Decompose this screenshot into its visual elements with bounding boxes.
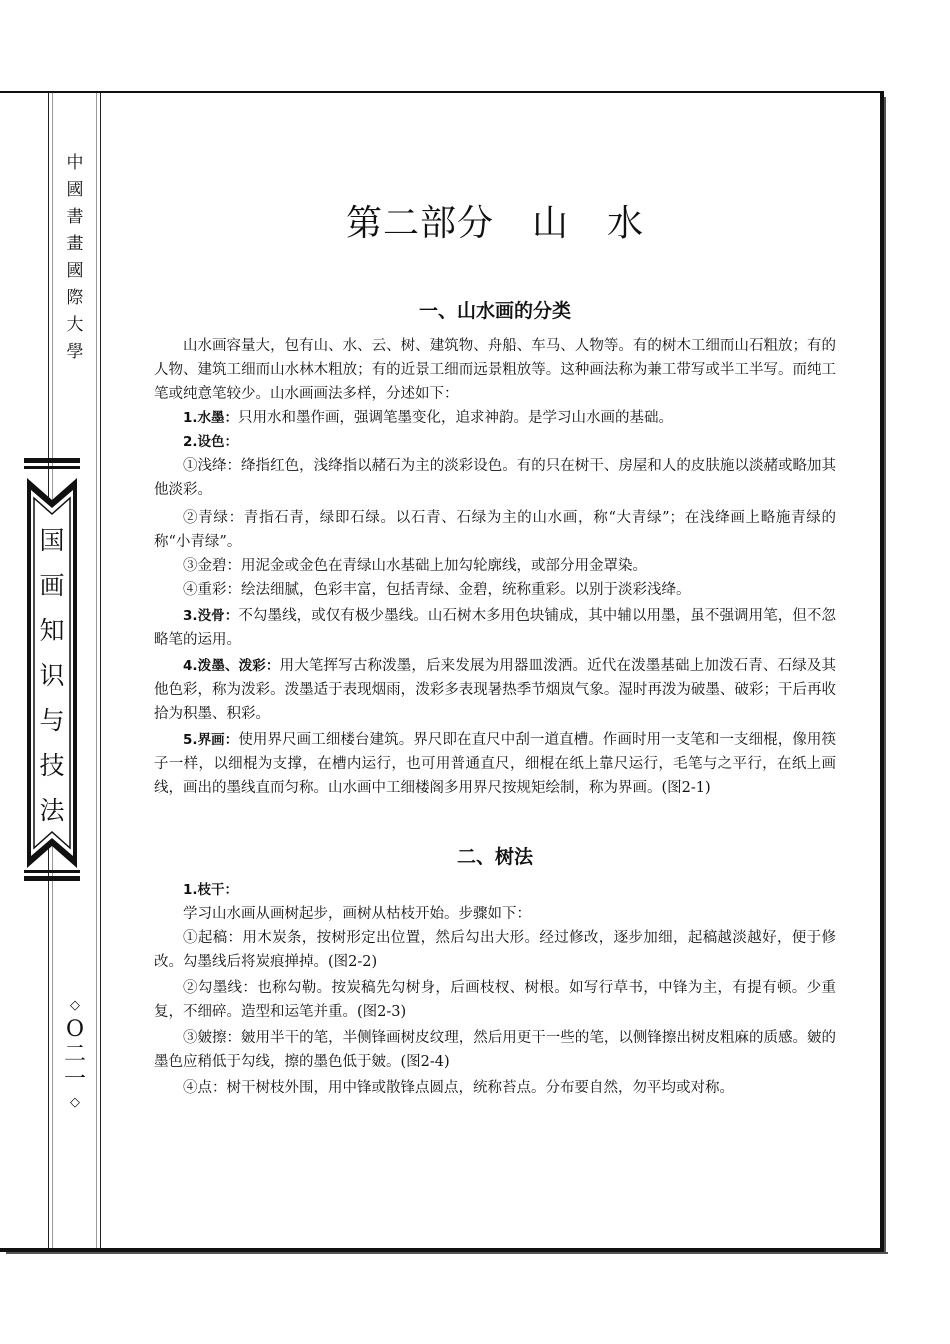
page-number-digit: O — [65, 1017, 85, 1042]
paragraph — [154, 604, 836, 652]
item-text: 只用水和墨作画，强调笔墨变化，追求神韵。是学习山水画的基础。 — [238, 410, 674, 426]
part-title-word: 水 — [607, 203, 645, 244]
paragraph — [154, 406, 836, 430]
paragraph: ④点：树干树枝外围，用中锋或散锋点圆点，统称苔点。分布要自然，勿平均或对称。 — [183, 1080, 734, 1096]
part-title-number: 第二部分 — [345, 203, 494, 244]
diamond-icon: ◇ — [70, 1095, 80, 1110]
frame-shadow-right — [884, 97, 886, 1254]
section-title: 二、树法 — [456, 846, 533, 868]
book-title-char: 识 — [39, 661, 65, 690]
paragraph — [154, 430, 836, 454]
book-title-bars-bottom — [24, 870, 80, 884]
item-label: 2.设色： — [183, 434, 239, 450]
frame-shadow-bottom — [6, 1252, 888, 1254]
university-char: 大 — [66, 315, 84, 335]
university-char: 際 — [66, 288, 84, 308]
item-label: 4.泼墨、泼彩： — [183, 658, 280, 674]
paragraph: ②勾墨线：也称勾勒。按炭稿先勾树身，后画枝杈、树根。如写行草书，中锋为主，有提有顿。少重复，不细碎。造型和运笔并重。(图2-3) — [154, 980, 836, 1020]
frame-top-border — [0, 91, 884, 93]
item-text: 使用界尺画工细楼台建筑。界尺即在直尺中刮一道直槽。作画时用一支笔和一支细棍，像用筷子一样，以细棍为支撑，在槽内运行，也可用普通直尺，细棍在纸上靠尺运行，毛笔与之平行，在纸上画线，画出的墨线直而匀称。山水画中工细楼阁多用界尺按规矩绘制，称为界画。(图2-1) — [154, 732, 836, 796]
book-title-char: 法 — [39, 796, 65, 825]
part-title — [110, 195, 880, 246]
book-title-panel — [27, 478, 77, 868]
book-title — [35, 518, 69, 833]
paragraph: ①起稿：用木炭条，按树形定出位置，然后勾出大形。经过修改，逐步加细，起稿越淡越好，便于修改。勾墨线后将炭痕掸掉。(图2-2) — [154, 930, 836, 970]
paragraph: ①浅绛：绛指红色，浅绛指以赭石为主的淡彩设色。有的只在树干、房屋和人的皮肤施以淡赭或略加其他淡彩。 — [154, 458, 836, 498]
part-title-word: 山 — [531, 203, 569, 244]
item-label: 5.界画： — [183, 732, 239, 748]
book-title-char: 国 — [39, 526, 65, 555]
sidebar-rule-right-inner — [96, 93, 97, 1248]
paragraph: ④重彩：绘法细腻，色彩丰富，包括青绿、金碧，统称重彩。以别于淡彩浅绛。 — [183, 582, 691, 598]
section1-intro: 山水画容量大，包有山、水、云、树、建筑物、舟船、车马、人物等。有的树木工细而山石粗放；有的人物、建筑工细而山水林木粗放；有的近景工细而远景粗放等。这种画法称为兼工带写或半工半写。而纯工笔或纯意笔较少。山水画画法多样，分述如下： — [154, 338, 836, 402]
university-char: 學 — [66, 342, 84, 362]
item-text: 不勾墨线，或仅有极少墨线。山石树木多用色块铺成，其中辅以用墨，虽不强调用笔，但不忽略笔的运用。 — [154, 608, 836, 648]
university-char: 中 — [66, 153, 84, 173]
page-number — [60, 995, 90, 1114]
paragraph: ③皴擦：皴用半干的笔，半侧锋画树皮纹理，然后用更干一些的笔，以侧锋擦出树皮粗麻的质感。皴的墨色应稍低于勾线，擦的墨色低于皴。(图2-4) — [154, 1030, 836, 1070]
paragraph — [154, 654, 836, 726]
paragraph — [154, 728, 836, 800]
page-number-digit: 二 — [63, 1042, 86, 1067]
item-label: 3.没骨： — [183, 608, 239, 624]
university-name — [62, 150, 88, 366]
university-char: 國 — [66, 261, 84, 281]
diamond-icon: ◇ — [70, 998, 80, 1013]
book-title-char: 与 — [39, 706, 65, 735]
section-title: 一、山水画的分类 — [418, 300, 571, 322]
paragraph: ③金碧：用泥金或金色在青绿山水基础上加勾轮廓线，或部分用金罩染。 — [183, 558, 647, 574]
paragraph: ②青绿：青指石青，绿即石绿。以石青、石绿为主的山水画，称“大青绿”；在浅绛画上略施青绿的称“小青绿”。 — [154, 510, 836, 550]
item-label: 1.水墨： — [183, 410, 239, 426]
sidebar-rule-right — [100, 93, 101, 1248]
paragraph — [154, 878, 836, 902]
book-title-bars-top — [24, 458, 80, 472]
paragraph: 学习山水画从画树起步，画树从枯枝开始。步骤如下： — [183, 906, 531, 922]
item-text: 用大笔挥写古称泼墨，后来发展为用器皿泼洒。近代在泼墨基础上加泼石青、石绿及其他色彩，称为泼彩。泼墨适于表现烟雨，泼彩多表现暑热季节烟岚气象。湿时再泼为破墨、破彩；干后再收拾为积墨、积彩。 — [154, 658, 836, 722]
university-char: 畫 — [66, 234, 84, 254]
item-label: 1.枝干： — [183, 882, 239, 898]
book-title-char: 画 — [39, 571, 65, 600]
book-title-char: 知 — [39, 616, 65, 645]
university-char: 書 — [66, 207, 84, 227]
book-title-char: 技 — [39, 751, 65, 780]
page-number-digit: 一 — [63, 1067, 86, 1092]
university-char: 國 — [66, 180, 84, 200]
